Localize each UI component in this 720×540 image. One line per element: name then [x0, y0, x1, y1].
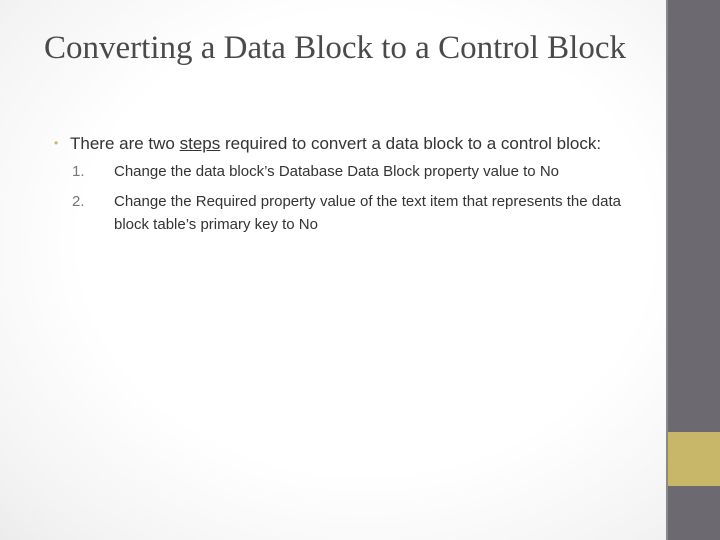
sidebar-accent-block [668, 432, 720, 486]
bullet-text-before: There are two [70, 134, 180, 153]
bullet-underlined-word: steps [179, 134, 221, 153]
step-number: 1. [72, 163, 85, 180]
slide-body [54, 131, 644, 243]
bullet-text-after: required to convert a data block to a control block: [220, 134, 602, 153]
slide-title: Converting a Data Block to a Control Block [44, 30, 626, 66]
step-item [54, 190, 644, 236]
step-text: Change the Required property value of the text item that represents the data block table’s primary key to No [114, 193, 621, 233]
bullet-dot-icon: • [54, 136, 59, 150]
step-number: 2. [72, 193, 85, 210]
bullet-text [70, 131, 644, 156]
steps-list [54, 160, 644, 236]
bullet-item [54, 131, 644, 156]
step-text: Change the data block’s Database Data Block property value to No [114, 163, 559, 180]
step-item [54, 160, 644, 183]
